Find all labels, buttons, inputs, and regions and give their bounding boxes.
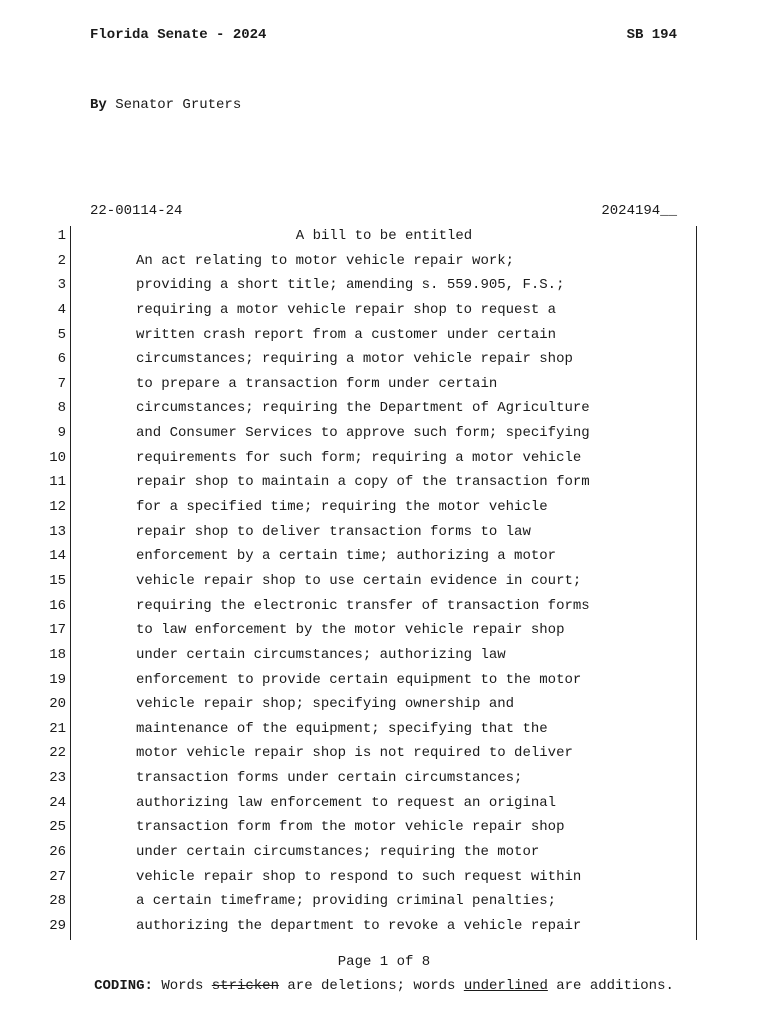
line-text: transaction forms under certain circumstances; — [136, 770, 523, 787]
line-text: requirements for such form; requiring a motor vehicle — [136, 449, 582, 466]
line-number: 14 — [49, 548, 66, 565]
line-number: 3 — [57, 277, 66, 294]
line-number: 8 — [57, 400, 66, 417]
coding-pre-text: Words — [161, 978, 204, 994]
bill-line — [0, 842, 768, 867]
line-number: 15 — [49, 572, 66, 589]
line-text: under certain circumstances; authorizing law — [136, 646, 506, 663]
line-text: authorizing law enforcement to request an original — [136, 794, 557, 811]
line-number: 12 — [49, 499, 66, 516]
line-text: to law enforcement by the motor vehicle repair shop — [136, 622, 565, 639]
bill-number: SB 194 — [626, 27, 677, 43]
line-number: 26 — [49, 844, 66, 861]
bill-line — [0, 867, 768, 892]
bill-line — [0, 497, 768, 522]
bill-line — [0, 546, 768, 571]
line-number: 29 — [49, 917, 66, 934]
bill-line — [0, 670, 768, 695]
line-number: 18 — [49, 646, 66, 663]
bill-draft-code: 22-00114-24 — [90, 203, 183, 219]
line-text: vehicle repair shop to respond to such request within — [136, 868, 582, 885]
line-number: 25 — [49, 819, 66, 836]
line-text: vehicle repair shop to use certain evidence in court; — [136, 572, 582, 589]
bill-line — [0, 620, 768, 645]
document-header-title: Florida Senate - 2024 — [90, 27, 267, 43]
line-number: 24 — [49, 794, 66, 811]
bill-line — [0, 423, 768, 448]
line-text: providing a short title; amending s. 559.905, F.S.; — [136, 277, 565, 294]
line-number: 21 — [49, 720, 66, 737]
bill-line — [0, 743, 768, 768]
line-text: vehicle repair shop; specifying ownership and — [136, 696, 515, 713]
line-number: 22 — [49, 745, 66, 762]
sponsor-label: By — [90, 97, 107, 113]
bill-line — [0, 472, 768, 497]
line-text: enforcement by a certain time; authorizing a motor — [136, 548, 557, 565]
line-number: 4 — [57, 301, 66, 318]
line-text: repair shop to maintain a copy of the transaction form — [136, 474, 590, 491]
line-number: 17 — [49, 622, 66, 639]
bill-line — [0, 645, 768, 670]
line-text: circumstances; requiring the Department of Agriculture — [136, 400, 590, 417]
sponsor-line — [90, 97, 241, 113]
bill-line — [0, 325, 768, 350]
line-number: 7 — [57, 375, 66, 392]
line-text: maintenance of the equipment; specifying that the — [136, 720, 548, 737]
page-indicator: Page 1 of 8 — [337, 954, 431, 970]
line-number: 16 — [49, 597, 66, 614]
bill-file-code: 2024194__ — [601, 203, 677, 219]
bill-line — [0, 275, 768, 300]
coding-mid-text: are deletions; words — [287, 978, 456, 994]
coding-label: CODING: — [94, 978, 153, 994]
bill-line — [0, 226, 768, 251]
line-number: 27 — [49, 868, 66, 885]
bill-line — [0, 596, 768, 621]
line-text: to prepare a transaction form under certain — [136, 375, 498, 392]
bill-line — [0, 694, 768, 719]
line-text: motor vehicle repair shop is not required to deliver — [136, 745, 573, 762]
bill-line — [0, 891, 768, 916]
line-text: written crash report from a customer under certain — [136, 326, 557, 343]
line-number: 9 — [57, 425, 66, 442]
bill-line — [0, 571, 768, 596]
line-text: under certain circumstances; requiring the motor — [136, 844, 540, 861]
bill-text-lines — [0, 226, 768, 941]
bill-line — [0, 374, 768, 399]
line-text: circumstances; requiring a motor vehicle repair shop — [136, 351, 573, 368]
line-text: requiring the electronic transfer of transaction forms — [136, 597, 590, 614]
line-number: 20 — [49, 696, 66, 713]
line-text: a certain timeframe; providing criminal penalties; — [136, 893, 557, 910]
coding-post-text: are additions. — [556, 978, 674, 994]
coding-legend — [0, 978, 768, 994]
bill-line — [0, 251, 768, 276]
bill-line — [0, 300, 768, 325]
bill-line — [0, 916, 768, 941]
bill-line — [0, 719, 768, 744]
bill-line — [0, 817, 768, 842]
line-number: 11 — [49, 474, 66, 491]
line-text: and Consumer Services to approve such form; specifying — [136, 425, 590, 442]
line-text: repair shop to deliver transaction forms to law — [136, 523, 531, 540]
coding-stricken-sample: stricken — [211, 978, 279, 994]
line-number: 19 — [49, 671, 66, 688]
sponsor-name: Senator Gruters — [115, 97, 242, 113]
line-text: for a specified time; requiring the motor vehicle — [136, 499, 548, 516]
line-number: 13 — [49, 523, 66, 540]
bill-line — [0, 448, 768, 473]
line-number: 28 — [49, 893, 66, 910]
line-number: 6 — [57, 351, 66, 368]
line-number: 23 — [49, 770, 66, 787]
line-number: 5 — [57, 326, 66, 343]
line-text: requiring a motor vehicle repair shop to request a — [136, 301, 557, 318]
bill-line — [0, 349, 768, 374]
line-text: authorizing the department to revoke a vehicle repair — [136, 917, 582, 934]
line-number: 10 — [49, 449, 66, 466]
line-text: A bill to be entitled — [295, 228, 473, 244]
line-number: 1 — [57, 228, 66, 244]
line-text: transaction form from the motor vehicle repair shop — [136, 819, 565, 836]
bill-line — [0, 793, 768, 818]
line-number: 2 — [57, 252, 66, 269]
bill-line — [0, 522, 768, 547]
line-text: An act relating to motor vehicle repair work; — [136, 252, 515, 269]
bill-line — [0, 398, 768, 423]
coding-underlined-sample: underlined — [463, 978, 548, 994]
bill-line — [0, 768, 768, 793]
line-text: enforcement to provide certain equipment to the motor — [136, 671, 582, 688]
